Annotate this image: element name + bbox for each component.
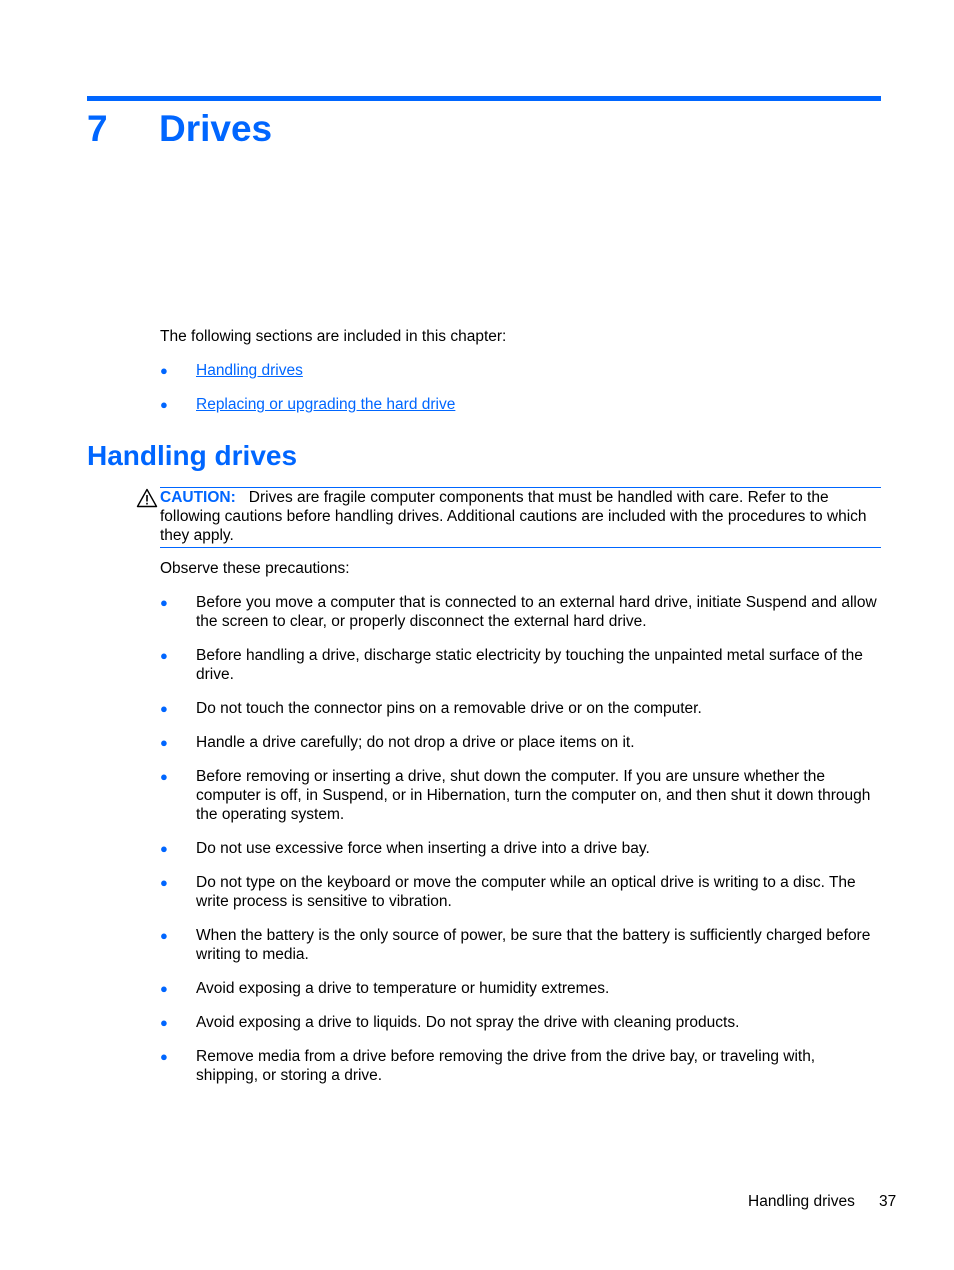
- precautions-list: [160, 593, 881, 1100]
- bullet-icon: ●: [160, 735, 168, 750]
- bullet-icon: ●: [160, 875, 168, 890]
- bullet-icon: ●: [160, 928, 168, 943]
- list-item: [160, 593, 881, 631]
- toc-item: [160, 395, 455, 429]
- bullet-icon: ●: [160, 841, 168, 856]
- toc-link-handling-drives[interactable]: Handling drives: [196, 362, 303, 379]
- list-item: [160, 733, 881, 752]
- precaution-text: Handle a drive carefully; do not drop a drive or place items on it.: [196, 734, 635, 751]
- chapter-heading: [87, 106, 272, 152]
- list-item: [160, 699, 881, 718]
- toc-item: [160, 361, 455, 395]
- bullet-icon: ●: [160, 397, 168, 412]
- precaution-text: When the battery is the only source of power, be sure that the battery is sufficiently charged before writing to media.: [196, 927, 871, 963]
- precaution-text: Before handling a drive, discharge static electricity by touching the unpainted metal surface of the drive.: [196, 647, 863, 683]
- list-item: [160, 839, 881, 858]
- chapter-title: Drives: [159, 108, 273, 149]
- page-number: 37: [879, 1193, 897, 1210]
- observe-text: Observe these precautions:: [160, 560, 350, 577]
- list-item: [160, 979, 881, 998]
- bullet-icon: ●: [160, 1049, 168, 1064]
- precaution-text: Do not type on the keyboard or move the computer while an optical drive is writing to a disc. The write process is sensitive to vibration.: [196, 874, 856, 910]
- chapter-number: 7: [87, 108, 108, 149]
- precaution-text: Do not touch the connector pins on a removable drive or on the computer.: [196, 700, 702, 717]
- intro-text: The following sections are included in this chapter:: [160, 328, 507, 345]
- precaution-text: Remove media from a drive before removing the drive from the drive bay, or traveling with, shipping, or storing a drive.: [196, 1048, 816, 1084]
- bullet-icon: ●: [160, 595, 168, 610]
- bullet-icon: ●: [160, 648, 168, 663]
- warning-triangle-icon: [136, 488, 158, 508]
- list-item: [160, 646, 881, 684]
- bullet-icon: ●: [160, 701, 168, 716]
- bullet-icon: ●: [160, 769, 168, 784]
- precaution-text: Before removing or inserting a drive, shut down the computer. If you are unsure whether the computer is off, in Suspend, or in Hibernation, turn the computer on, and then shut it down through the operating system.: [196, 768, 871, 823]
- precaution-text: Avoid exposing a drive to temperature or humidity extremes.: [196, 980, 610, 997]
- caution-box: [160, 487, 881, 548]
- bullet-icon: ●: [160, 363, 168, 378]
- footer-section-label: Handling drives: [748, 1193, 855, 1210]
- list-item: [160, 1047, 881, 1085]
- list-item: [160, 926, 881, 964]
- caution-text: Drives are fragile computer components that must be handled with care. Refer to the following cautions before handling drives. Additional cautions are included with the procedures to which they apply.: [160, 489, 867, 544]
- precaution-text: Do not use excessive force when inserting a drive into a drive bay.: [196, 840, 650, 857]
- list-item: [160, 873, 881, 911]
- chapter-contents-list: [160, 361, 455, 429]
- precaution-text: Before you move a computer that is connected to an external hard drive, initiate Suspend and allow the screen to clear, or properly disconnect the external hard drive.: [196, 594, 877, 630]
- bullet-icon: ●: [160, 1015, 168, 1030]
- toc-link-replacing-hard-drive[interactable]: Replacing or upgrading the hard drive: [196, 396, 456, 413]
- list-item: [160, 767, 881, 824]
- section-title: Handling drives: [87, 440, 298, 471]
- precaution-text: Avoid exposing a drive to liquids. Do not spray the drive with cleaning products.: [196, 1014, 740, 1031]
- bullet-icon: ●: [160, 981, 168, 996]
- caution-label: CAUTION:: [160, 489, 236, 506]
- chapter-rule: [87, 96, 881, 101]
- list-item: [160, 1013, 881, 1032]
